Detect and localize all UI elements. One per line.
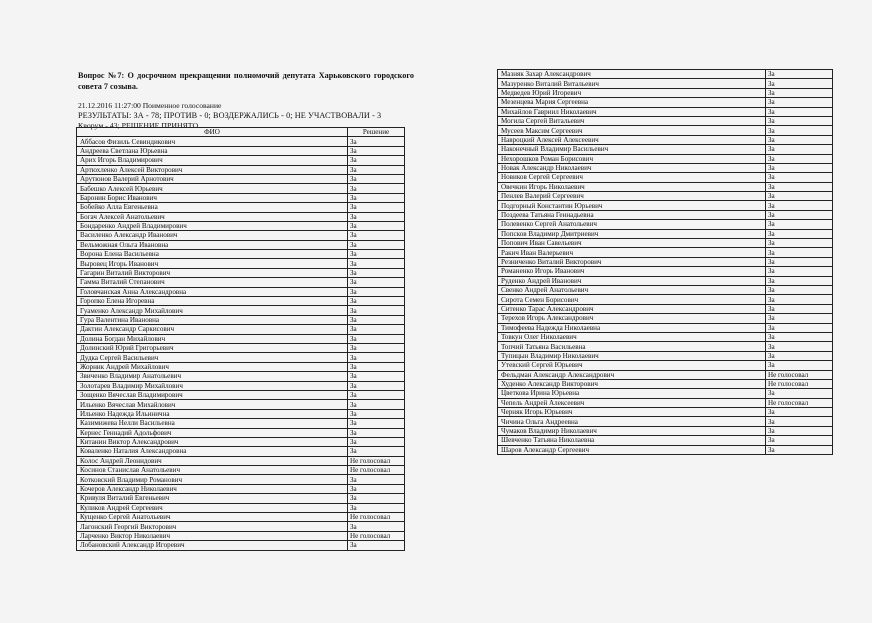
deputy-name: Аббасов Физиль Севиндикович xyxy=(77,137,348,146)
deputy-name: Вельможная Ольга Ивановна xyxy=(77,240,348,249)
table-row xyxy=(77,315,405,324)
deputy-name: Кривуля Виталий Евгеньевич xyxy=(77,494,348,503)
vote-value: За xyxy=(348,522,405,531)
table-row xyxy=(77,325,405,334)
vote-value: За xyxy=(348,503,405,512)
deputy-name: Черняк Игорь Юрьевич xyxy=(498,408,766,417)
deputy-name: Навроцкий Алексей Алексеевич xyxy=(498,135,766,144)
deputy-name: Кущенко Сергей Анатольевич xyxy=(77,513,348,522)
question-title: Вопрос №7: О досрочном прекращении полномочий депутата Харьковского городского совета 7 созыва. xyxy=(78,71,414,91)
table-row xyxy=(77,419,405,428)
table-row xyxy=(498,135,833,144)
deputy-name: Звиченко Владимир Анатольевич xyxy=(77,372,348,381)
deputy-name: Свенко Андрей Анатольевич xyxy=(498,285,766,294)
deputy-name: Выровец Игорь Иванович xyxy=(77,259,348,268)
vote-value: За xyxy=(348,343,405,352)
deputy-name: Сирота Семен Борисович xyxy=(498,295,766,304)
vote-value: Не голосовал xyxy=(766,398,833,407)
deputy-name: Мезенцева Мария Сергеевна xyxy=(498,98,766,107)
deputy-name: Андреева Светлана Юрьевна xyxy=(77,146,348,155)
table-row xyxy=(77,466,405,475)
deputy-name: Гура Валентина Ивановна xyxy=(77,315,348,324)
vote-value: За xyxy=(348,268,405,277)
table-row xyxy=(498,426,833,435)
vote-value: За xyxy=(766,145,833,154)
vote-value: За xyxy=(766,154,833,163)
deputy-name: Овечкин Игорь Николаевич xyxy=(498,182,766,191)
votes-table-right xyxy=(497,69,833,455)
deputy-name: Руденко Андрей Иванович xyxy=(498,276,766,285)
table-row xyxy=(498,98,833,107)
vote-value: За xyxy=(766,389,833,398)
vote-value: За xyxy=(766,98,833,107)
deputy-name: Ильенко Вячеслав Михайлович xyxy=(77,400,348,409)
vote-value: За xyxy=(348,315,405,324)
deputy-name: Лагонский Георгий Викторович xyxy=(77,522,348,531)
vote-value: За xyxy=(766,201,833,210)
deputy-name: Резниченко Виталий Викторович xyxy=(498,257,766,266)
vote-value: За xyxy=(766,239,833,248)
table-row xyxy=(498,285,833,294)
vote-value: За xyxy=(348,381,405,390)
deputy-name: Баронин Борис Иванович xyxy=(77,193,348,202)
table-row xyxy=(498,79,833,88)
table-row xyxy=(77,513,405,522)
votes-table-left xyxy=(76,127,405,551)
vote-value: За xyxy=(348,362,405,371)
table-row xyxy=(498,314,833,323)
deputy-name: Василенко Александр Иванович xyxy=(77,231,348,240)
table-row xyxy=(77,278,405,287)
table-row xyxy=(498,389,833,398)
deputy-name: Михайлов Гавриил Николаевич xyxy=(498,107,766,116)
table-row xyxy=(77,541,405,550)
vote-value: За xyxy=(766,88,833,97)
vote-value: За xyxy=(766,163,833,172)
vote-value: За xyxy=(766,220,833,229)
table-row xyxy=(498,145,833,154)
table-row xyxy=(77,184,405,193)
deputy-name: Новиков Сергей Сергеевич xyxy=(498,173,766,182)
deputy-name: Наконечный Владимир Васильевич xyxy=(498,145,766,154)
vote-value: За xyxy=(766,267,833,276)
vote-value: За xyxy=(766,126,833,135)
table-header-row xyxy=(77,128,405,137)
vote-value: За xyxy=(766,135,833,144)
table-row xyxy=(77,212,405,221)
deputy-name: Куликов Андрей Сергеевич xyxy=(77,503,348,512)
vote-value: За xyxy=(766,107,833,116)
deputy-name: Котковский Владимир Романович xyxy=(77,475,348,484)
deputy-name: Казимижева Нелли Васильевна xyxy=(77,419,348,428)
table-row xyxy=(77,193,405,202)
table-row xyxy=(77,428,405,437)
vote-value: За xyxy=(348,541,405,550)
table-row xyxy=(498,342,833,351)
vote-value: За xyxy=(348,306,405,315)
table-row xyxy=(498,332,833,341)
deputy-name: Тимофеева Надежда Николаевна xyxy=(498,323,766,332)
deputy-name: Лобановский Александр Игоревич xyxy=(77,541,348,550)
deputy-name: Медведев Юрий Игоревич xyxy=(498,88,766,97)
deputy-name: Шаров Александр Сергеевич xyxy=(498,445,766,454)
deputy-name: Долина Богдан Михайлович xyxy=(77,334,348,343)
table-row xyxy=(77,400,405,409)
table-row xyxy=(77,381,405,390)
table-row xyxy=(498,173,833,182)
deputy-name: Чепель Андрей Алексеевич xyxy=(498,398,766,407)
results-line: РЕЗУЛЬТАТЫ: ЗА - 78; ПРОТИВ - 0; ВОЗДЕРЖАЛИСЬ - 0; НЕ УЧАСТВОВАЛИ - 3 xyxy=(78,111,382,120)
table-row xyxy=(77,437,405,446)
deputy-name: Попсков Владимир Дмитриевич xyxy=(498,229,766,238)
table-row xyxy=(498,248,833,257)
vote-value: За xyxy=(766,116,833,125)
table-row xyxy=(77,522,405,531)
table-row xyxy=(498,163,833,172)
vote-value: За xyxy=(766,79,833,88)
vote-value: За xyxy=(348,231,405,240)
deputy-name: Гагарин Виталий Викторович xyxy=(77,268,348,277)
table-row xyxy=(498,229,833,238)
vote-value: За xyxy=(766,182,833,191)
deputy-name: Коваленко Наталия Александровна xyxy=(77,447,348,456)
table-row xyxy=(498,276,833,285)
vote-value: За xyxy=(766,210,833,219)
deputy-name: Ильенко Надежда Ильинична xyxy=(77,409,348,418)
table-row xyxy=(498,154,833,163)
table-row xyxy=(498,323,833,332)
vote-value: За xyxy=(348,278,405,287)
vote-value: За xyxy=(766,342,833,351)
table-row xyxy=(77,503,405,512)
vote-value: За xyxy=(766,248,833,257)
deputy-name: Бондаренко Андрей Владимирович xyxy=(77,221,348,230)
table-row xyxy=(498,257,833,266)
vote-value: За xyxy=(766,408,833,417)
table-row xyxy=(77,456,405,465)
vote-value: За xyxy=(348,297,405,306)
vote-value: За xyxy=(348,428,405,437)
table-row xyxy=(77,203,405,212)
vote-value: За xyxy=(766,426,833,435)
vote-value: За xyxy=(766,229,833,238)
table-row xyxy=(498,267,833,276)
deputy-name: Полевенко Сергей Анатольевич xyxy=(498,220,766,229)
vote-value: За xyxy=(348,475,405,484)
table-row xyxy=(77,343,405,352)
table-row xyxy=(77,409,405,418)
table-row xyxy=(77,372,405,381)
deputy-name: Бобейко Алла Евгеньевна xyxy=(77,203,348,212)
deputy-name: Китанин Виктор Александрович xyxy=(77,437,348,446)
deputy-name: Чумаков Владимир Николаевич xyxy=(498,426,766,435)
vote-value: За xyxy=(348,372,405,381)
table-row xyxy=(77,231,405,240)
vote-value: За xyxy=(348,146,405,155)
table-row xyxy=(77,475,405,484)
deputy-name: Товкун Олег Николаевич xyxy=(498,332,766,341)
vote-value: За xyxy=(766,323,833,332)
deputy-name: Золотарев Владимир Михайлович xyxy=(77,381,348,390)
question-header xyxy=(78,71,414,130)
vote-value: За xyxy=(766,436,833,445)
session-line: 21.12.2016 11:27:00 Поименное голосование xyxy=(78,101,222,110)
deputy-name: Мусеев Максим Сергеевич xyxy=(498,126,766,135)
table-row xyxy=(498,361,833,370)
deputy-name: Могила Сергей Витальевич xyxy=(498,116,766,125)
table-row xyxy=(498,201,833,210)
vote-value: За xyxy=(766,304,833,313)
table-row xyxy=(77,240,405,249)
table-row xyxy=(77,259,405,268)
vote-value: За xyxy=(348,137,405,146)
deputy-name: Худенко Александр Викторович xyxy=(498,379,766,388)
table-row xyxy=(498,239,833,248)
vote-value: За xyxy=(348,193,405,202)
vote-value: Не голосовал xyxy=(766,379,833,388)
vote-value: За xyxy=(348,437,405,446)
deputy-name: Жорник Андрей Михайлович xyxy=(77,362,348,371)
table-row xyxy=(498,70,833,79)
vote-value: За xyxy=(348,447,405,456)
table-row xyxy=(77,531,405,540)
deputy-name: Попович Иван Савельевич xyxy=(498,239,766,248)
vote-value: За xyxy=(348,212,405,221)
vote-value: За xyxy=(766,173,833,182)
deputy-name: Новак Александр Николаевич xyxy=(498,163,766,172)
table-row xyxy=(498,408,833,417)
deputy-name: Дактин Александр Саркисович xyxy=(77,325,348,334)
deputy-name: Утевский Сергей Юрьевич xyxy=(498,361,766,370)
table-row xyxy=(498,295,833,304)
deputy-name: Мазняк Захар Александрович xyxy=(498,70,766,79)
deputy-name: Богач Алексей Анатольевич xyxy=(77,212,348,221)
vote-value: Не голосовал xyxy=(348,456,405,465)
deputy-name: Терехов Игорь Александрович xyxy=(498,314,766,323)
deputy-name: Пенлев Валерий Сергеевич xyxy=(498,192,766,201)
deputy-name: Шевченко Татьяна Николаевна xyxy=(498,436,766,445)
deputy-name: Нехорошков Роман Борисович xyxy=(498,154,766,163)
deputy-name: Ворона Елена Васильевна xyxy=(77,250,348,259)
vote-value: За xyxy=(766,445,833,454)
table-row xyxy=(77,165,405,174)
deputy-name: Арих Игорь Владимирович xyxy=(77,156,348,165)
vote-value: За xyxy=(348,390,405,399)
table-row xyxy=(77,250,405,259)
table-row xyxy=(498,126,833,135)
column-header-vote: Решение xyxy=(348,128,405,137)
deputy-name: Артюхленко Алексей Викторович xyxy=(77,165,348,174)
vote-value: За xyxy=(348,240,405,249)
vote-value: Не голосовал xyxy=(348,513,405,522)
table-row xyxy=(77,353,405,362)
deputy-name: Косинов Станислав Анатольевич xyxy=(77,466,348,475)
table-row xyxy=(77,268,405,277)
deputy-name: Ситенко Тарас Александрович xyxy=(498,304,766,313)
vote-value: За xyxy=(348,325,405,334)
vote-value: За xyxy=(348,409,405,418)
deputy-name: Тупицын Владимир Николаевич xyxy=(498,351,766,360)
table-row xyxy=(77,174,405,183)
vote-value: За xyxy=(766,351,833,360)
deputy-name: Гуаменко Александр Михайлович xyxy=(77,306,348,315)
deputy-name: Долинский Юрий Григорьевич xyxy=(77,343,348,352)
table-row xyxy=(498,351,833,360)
kvorum-line: Кворум - 43; РЕШЕНИЕ ПРИНЯТО xyxy=(78,121,199,130)
vote-value: За xyxy=(348,400,405,409)
vote-value: За xyxy=(348,494,405,503)
vote-value: За xyxy=(348,203,405,212)
vote-value: За xyxy=(348,174,405,183)
table-row xyxy=(498,445,833,454)
vote-value: За xyxy=(348,259,405,268)
vote-value: За xyxy=(766,361,833,370)
table-row xyxy=(498,182,833,191)
deputy-name: Арутюнов Валерий Арнотович xyxy=(77,174,348,183)
deputy-name: Мазуренко Виталий Витальевич xyxy=(498,79,766,88)
table-row xyxy=(77,221,405,230)
table-row xyxy=(77,156,405,165)
vote-value: За xyxy=(766,314,833,323)
vote-value: Не голосовал xyxy=(348,466,405,475)
table-row xyxy=(498,379,833,388)
vote-value: За xyxy=(348,250,405,259)
table-row xyxy=(77,362,405,371)
vote-value: За xyxy=(766,70,833,79)
vote-value: За xyxy=(766,257,833,266)
vote-value: За xyxy=(348,334,405,343)
table-row xyxy=(498,398,833,407)
deputy-name: Кернес Геннадий Адольфович xyxy=(77,428,348,437)
deputy-name: Горопко Елена Игоревна xyxy=(77,297,348,306)
vote-value: За xyxy=(348,156,405,165)
deputy-name: Цветкова Ирина Юрьевна xyxy=(498,389,766,398)
deputy-name: Головчанская Анна Александровна xyxy=(77,287,348,296)
table-row xyxy=(498,220,833,229)
deputy-name: Подгорный Константин Юрьевич xyxy=(498,201,766,210)
deputy-name: Дудка Сергей Васильевич xyxy=(77,353,348,362)
vote-value: За xyxy=(766,192,833,201)
table-row xyxy=(77,447,405,456)
deputy-name: Кочеров Александр Николаевич xyxy=(77,484,348,493)
table-row xyxy=(77,334,405,343)
column-header-name: ФИО xyxy=(77,128,348,137)
table-row xyxy=(77,137,405,146)
deputy-name: Фельдман Александр Александрович xyxy=(498,370,766,379)
table-row xyxy=(498,88,833,97)
table-row xyxy=(77,390,405,399)
vote-value: За xyxy=(348,287,405,296)
vote-value: За xyxy=(348,484,405,493)
table-row xyxy=(77,494,405,503)
vote-value: За xyxy=(766,285,833,294)
vote-value: За xyxy=(348,353,405,362)
table-row xyxy=(498,116,833,125)
table-row xyxy=(77,306,405,315)
deputy-name: Ракич Иван Валерьевич xyxy=(498,248,766,257)
table-row xyxy=(498,192,833,201)
deputy-name: Романенко Игорь Иванович xyxy=(498,267,766,276)
deputy-name: Гамма Виталий Степанович xyxy=(77,278,348,287)
vote-value: Не голосовал xyxy=(766,370,833,379)
vote-value: За xyxy=(766,417,833,426)
deputy-name: Ларченко Виктор Николаевич xyxy=(77,531,348,540)
deputy-name: Бабешко Алексей Юрьевич xyxy=(77,184,348,193)
table-row xyxy=(498,370,833,379)
table-row xyxy=(77,484,405,493)
deputy-name: Зощенко Вячеслав Владимирович xyxy=(77,390,348,399)
table-row xyxy=(498,107,833,116)
vote-value: За xyxy=(766,295,833,304)
table-row xyxy=(498,210,833,219)
vote-value: За xyxy=(766,332,833,341)
vote-value: За xyxy=(348,165,405,174)
deputy-name: Чичина Ольга Андреевна xyxy=(498,417,766,426)
vote-value: За xyxy=(348,184,405,193)
vote-value: Не голосовал xyxy=(348,531,405,540)
deputy-name: Топчий Татьяна Васильевна xyxy=(498,342,766,351)
vote-value: За xyxy=(348,419,405,428)
table-row xyxy=(498,304,833,313)
deputy-name: Колос Андрей Леонидович xyxy=(77,456,348,465)
table-row xyxy=(498,417,833,426)
vote-value: За xyxy=(766,276,833,285)
table-row xyxy=(77,146,405,155)
table-row xyxy=(77,297,405,306)
vote-value: За xyxy=(348,221,405,230)
table-row xyxy=(498,436,833,445)
table-row xyxy=(77,287,405,296)
deputy-name: Поздеева Татьяна Геннадьевна xyxy=(498,210,766,219)
